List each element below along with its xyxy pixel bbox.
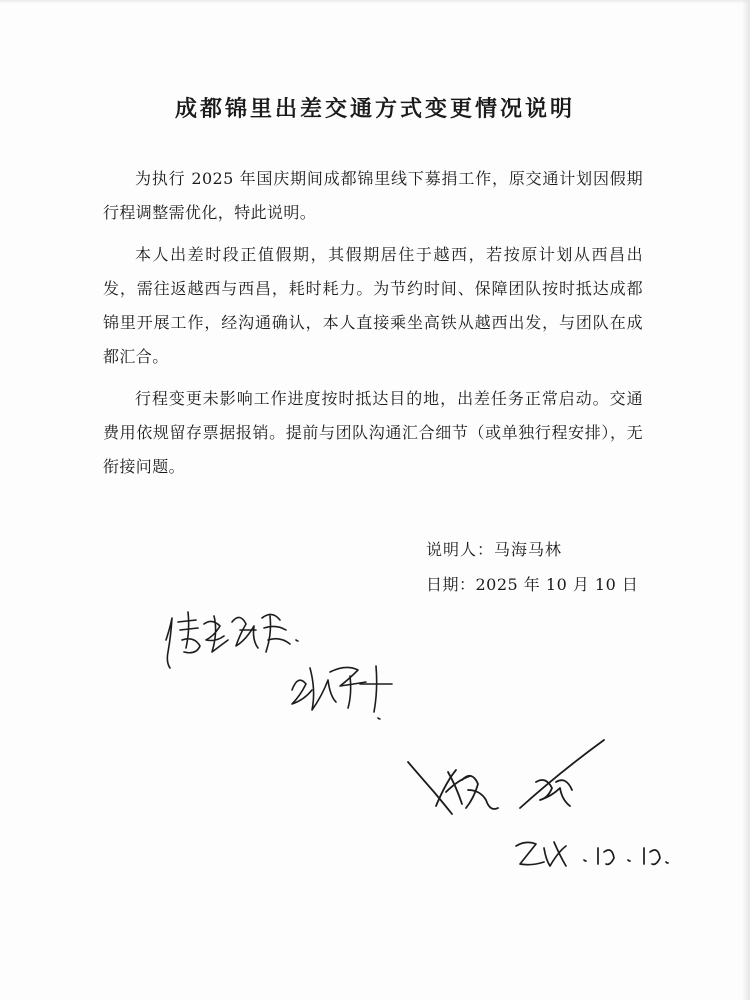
document-title: 成都锦里出差交通方式变更情况说明 (174, 96, 575, 122)
paragraph-1: 为执行 2025 年国庆期间成都锦里线下募捐工作，原交通计划因假期行程调整需优化，特此说明。 (103, 169, 643, 222)
handwritten-annotation (166, 612, 298, 668)
handwritten-date (516, 842, 668, 866)
signature-3 (408, 740, 604, 814)
signer-line: 说明人：马海马林 (426, 540, 563, 559)
paragraph-3: 行程变更未影响工作进度按时抵达目的地，出差任务正常启动。交通费用依规留存票据报销。提前与团队沟通汇合细节（或单独行程安排），无衔接问题。 (103, 389, 643, 476)
signature-2 (292, 666, 392, 719)
date-line: 日期：2025 年 10 月 10 日 (426, 575, 639, 594)
paragraph-2: 本人出差时段正值假期，其假期居住于越西，若按原计划从西昌出发，需往返越西与西昌，耗时耗力。为节约时间、保障团队按时抵达成都锦里开展工作，经沟通确认，本人直接乘坐高铁从越西出发，与团队在成都汇合。 (103, 245, 643, 366)
